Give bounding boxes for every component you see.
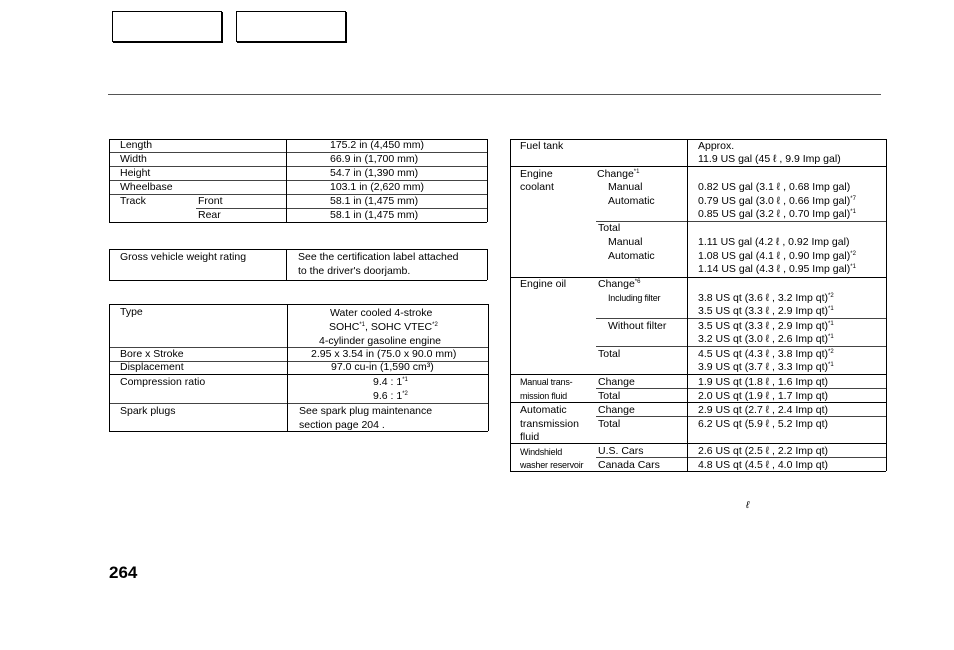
compression-value-1 — [373, 376, 408, 390]
dim-width-value: 66.9 in (1,700 mm) — [330, 153, 419, 165]
compression-value-2 — [373, 390, 408, 404]
coolant-change-text: Change — [597, 168, 634, 180]
dim-length-value: 175.2 in (4,450 mm) — [330, 139, 424, 151]
divider — [109, 139, 110, 222]
divider — [109, 249, 110, 280]
bore-stroke-label: Bore x Stroke — [120, 348, 184, 360]
displacement-value: 97.0 cu-in (1,590 cm³) — [331, 361, 434, 373]
footnote-mark: *2 — [850, 251, 856, 257]
divider — [510, 277, 886, 278]
divider — [287, 304, 288, 431]
mt-total-value: 2.0 US qt (1.9 ℓ , 1.7 Imp qt) — [698, 390, 829, 402]
engine-type-sohc: SOHC — [329, 321, 360, 333]
weight-label: Gross vehicle weight rating — [120, 251, 247, 263]
divider — [487, 249, 488, 280]
divider — [488, 304, 489, 431]
at-total-value: 6.2 US qt (5.9 ℓ , 5.2 Imp qt) — [698, 418, 829, 430]
coolant-total-auto-label: Automatic — [608, 250, 655, 262]
dim-wheelbase-value: 103.1 in (2,620 mm) — [330, 181, 424, 193]
footnote-mark: *1 — [850, 209, 856, 215]
oil-total-value-1 — [698, 348, 834, 362]
footnote-mark: *6 — [634, 279, 641, 285]
weight-value-line1: See the certification label attached — [298, 251, 459, 263]
washer-canada-label: Canada Cars — [598, 459, 660, 471]
footnote-mark: *1 — [402, 377, 408, 383]
dim-track-front-label: Front — [198, 195, 223, 207]
liter-symbol-note: ℓ — [746, 500, 750, 511]
coolant-label-2: coolant — [520, 181, 554, 193]
divider — [109, 280, 487, 281]
oil-without-filter-label: Without filter — [608, 320, 667, 332]
footnote-mark: *1 — [828, 334, 834, 340]
divider — [109, 222, 487, 223]
divider — [286, 139, 287, 222]
oil-change-label — [598, 278, 640, 292]
engine-oil-label: Engine oil — [520, 278, 567, 290]
dim-wheelbase-label: Wheelbase — [120, 181, 173, 193]
engine-type-label: Type — [120, 306, 143, 318]
at-fluid-label-2: transmission — [520, 418, 579, 430]
value-text: 3.8 US qt (3.6 ℓ , 3.2 Imp qt) — [698, 292, 829, 304]
footnote-mark: *1 — [850, 264, 856, 270]
at-total-label: Total — [598, 418, 621, 430]
divider — [109, 166, 487, 167]
oil-incl-filter-value-2 — [698, 305, 834, 319]
mt-fluid-label-1: Manual trans- — [520, 377, 573, 387]
coolant-change-auto-value-1 — [698, 195, 856, 209]
coolant-total-manual-value: 1.11 US gal (4.2 ℓ , 0.92 Imp gal) — [698, 236, 850, 248]
fuel-tank-label: Fuel tank — [520, 140, 564, 152]
engine-type-line3: 4-cylinder gasoline engine — [319, 335, 441, 347]
washer-us-label: U.S. Cars — [598, 445, 644, 457]
value-text: 1.14 US gal (4.3 ℓ , 0.95 Imp gal) — [698, 263, 851, 275]
bore-stroke-value: 2.95 x 3.54 in (75.0 x 90.0 mm) — [311, 348, 457, 360]
value-text: 3.5 US qt (3.3 ℓ , 2.9 Imp qt) — [698, 305, 829, 317]
washer-label-2: washer reservoir — [520, 460, 584, 470]
compression-value-1-text: 9.4 : 1 — [373, 376, 403, 388]
value-text: 4.5 US qt (4.3 ℓ , 3.8 Imp qt) — [698, 348, 829, 360]
divider — [109, 152, 487, 153]
divider — [510, 139, 511, 471]
footnote-mark: *2 — [402, 391, 408, 397]
divider — [109, 304, 488, 305]
dim-height-label: Height — [120, 167, 151, 179]
at-change-label: Change — [598, 404, 635, 416]
value-text: 0.79 US gal (3.0 ℓ , 0.66 Imp gal) — [698, 195, 851, 207]
footnote-mark: *1 — [633, 169, 640, 175]
footnote-mark: *1 — [828, 306, 834, 312]
footnote-mark: *1 — [828, 321, 834, 327]
header-tab-2[interactable] — [236, 11, 346, 42]
footnote-mark: *1 — [828, 362, 834, 368]
oil-total-label: Total — [598, 348, 621, 360]
header-rule — [108, 94, 881, 95]
coolant-total-manual-label: Manual — [608, 236, 643, 248]
footnote-mark: *1 — [359, 322, 366, 328]
oil-without-filter-value-1 — [698, 320, 834, 334]
at-fluid-label-1: Automatic — [520, 404, 567, 416]
coolant-label-1: Engine — [520, 168, 553, 180]
dim-height-value: 54.7 in (1,390 mm) — [330, 167, 419, 179]
coolant-change-auto-value-2 — [698, 208, 856, 222]
engine-type-line2 — [329, 321, 438, 335]
value-text: 3.2 US qt (3.0 ℓ , 2.6 Imp qt) — [698, 333, 829, 345]
dim-length-label: Length — [120, 139, 153, 151]
at-fluid-label-3: fluid — [520, 431, 540, 443]
dim-track-front-value: 58.1 in (1,475 mm) — [330, 195, 419, 207]
divider — [109, 249, 487, 250]
coolant-change-label — [597, 168, 639, 182]
mt-fluid-label-2: mission fluid — [520, 391, 567, 401]
value-text: 3.9 US qt (3.7 ℓ , 3.3 Imp qt) — [698, 361, 829, 373]
fuel-tank-value-1: Approx. — [698, 140, 735, 152]
footnote-mark: *7 — [850, 196, 856, 202]
compression-label: Compression ratio — [120, 376, 206, 388]
divider — [286, 249, 287, 280]
footnote-mark: *2 — [828, 293, 834, 299]
value-text: 0.85 US gal (3.2 ℓ , 0.70 Imp gal) — [698, 208, 851, 220]
oil-without-filter-value-2 — [698, 333, 834, 347]
coolant-change-manual-label: Manual — [608, 181, 643, 193]
compression-value-2-text: 9.6 : 1 — [373, 390, 403, 402]
spark-plugs-value-1: See spark plug maintenance — [299, 405, 433, 417]
at-change-value: 2.9 US qt (2.7 ℓ , 2.4 Imp qt) — [698, 404, 829, 416]
engine-type-line1: Water cooled 4-stroke — [330, 307, 433, 319]
fuel-tank-value-2: 11.9 US gal (45 ℓ , 9.9 Imp gal) — [698, 153, 841, 165]
value-text: 1.08 US gal (4.1 ℓ , 0.90 Imp gal) — [698, 250, 851, 262]
spark-plugs-value-2: section page 204 . — [299, 419, 385, 431]
coolant-total-label: Total — [598, 222, 621, 234]
dim-track-rear-value: 58.1 in (1,475 mm) — [330, 209, 419, 221]
mt-change-value: 1.9 US qt (1.8 ℓ , 1.6 Imp qt) — [698, 376, 829, 388]
spark-plugs-label: Spark plugs — [120, 405, 176, 417]
coolant-change-manual-value: 0.82 US gal (3.1 ℓ , 0.68 Imp gal) — [698, 181, 851, 193]
header-tab-1[interactable] — [112, 11, 222, 42]
washer-canada-value: 4.8 US qt (4.5 ℓ , 4.0 Imp qt) — [698, 459, 829, 471]
footnote-mark: *2 — [432, 322, 438, 328]
weight-value-line2: to the driver's doorjamb. — [298, 265, 411, 277]
oil-incl-filter-label: Including filter — [608, 293, 661, 303]
mt-total-label: Total — [598, 390, 621, 402]
divider — [109, 304, 110, 431]
coolant-change-auto-label: Automatic — [608, 195, 655, 207]
oil-incl-filter-value-1 — [698, 292, 834, 306]
divider — [487, 139, 488, 222]
divider — [886, 139, 887, 471]
divider — [510, 443, 886, 444]
oil-total-value-2 — [698, 361, 834, 375]
page-number: 264 — [109, 563, 138, 582]
washer-label-1: Windshield — [520, 447, 563, 457]
dim-track-rear-label: Rear — [198, 209, 221, 221]
coolant-total-auto-value-1 — [698, 250, 856, 264]
washer-us-value: 2.6 US qt (2.5 ℓ , 2.2 Imp qt) — [698, 445, 829, 457]
dim-track-label: Track — [120, 195, 146, 207]
footnote-mark: *2 — [828, 349, 834, 355]
divider — [109, 139, 487, 140]
displacement-label: Displacement — [120, 361, 184, 373]
mt-change-label: Change — [598, 376, 635, 388]
coolant-total-auto-value-2 — [698, 263, 856, 277]
oil-change-text: Change — [598, 278, 635, 290]
divider — [687, 139, 688, 471]
divider — [109, 403, 488, 404]
engine-type-vtec: , SOHC VTEC — [365, 321, 433, 333]
value-text: 3.5 US qt (3.3 ℓ , 2.9 Imp qt) — [698, 320, 829, 332]
dim-width-label: Width — [120, 153, 147, 165]
